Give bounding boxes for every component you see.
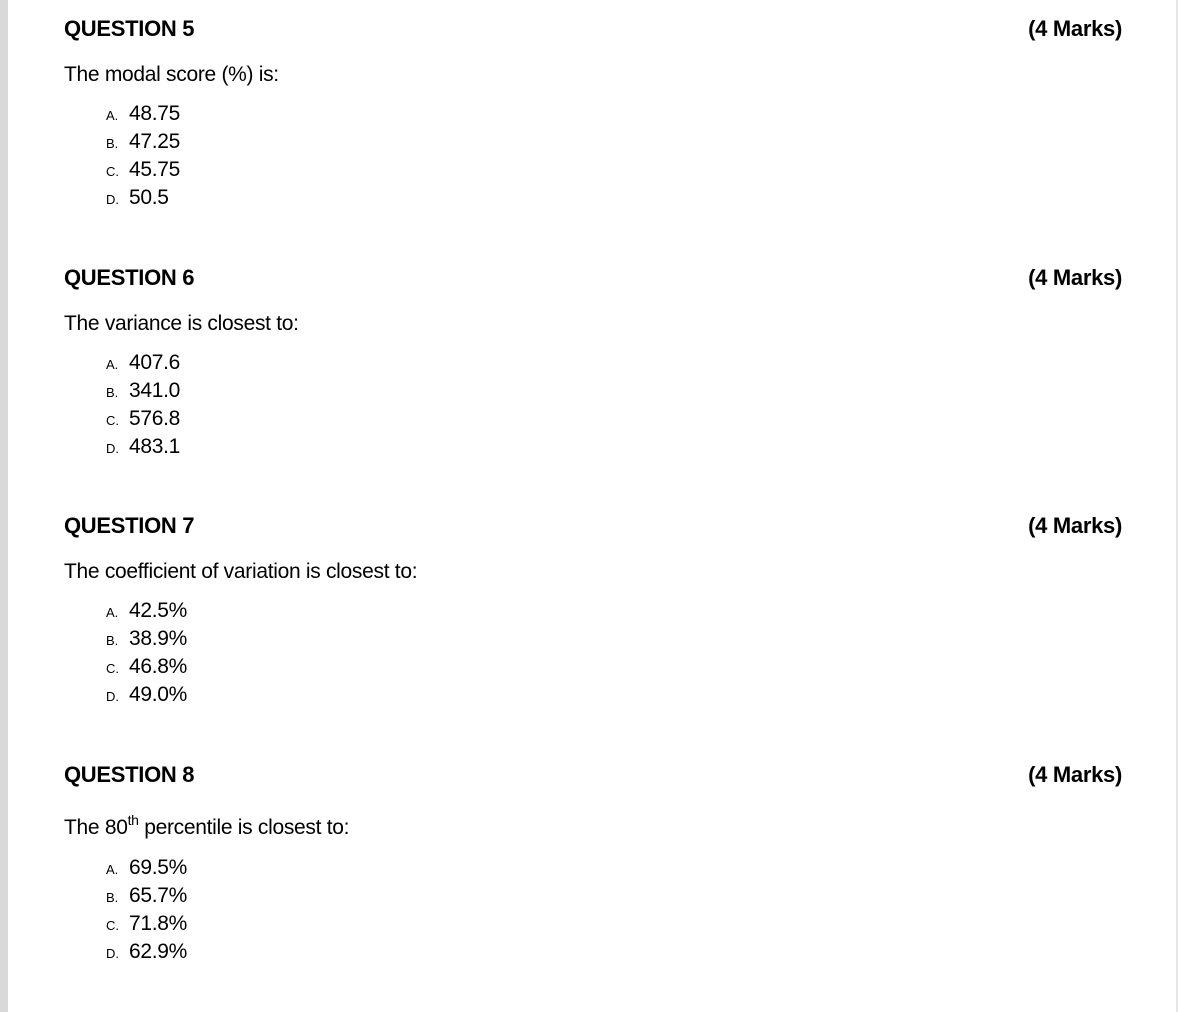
option-value: 47.25	[129, 130, 181, 153]
question-7	[64, 497, 1122, 727]
answer-option-d	[106, 433, 180, 461]
option-letter: B.	[106, 136, 119, 151]
question-marks: (4 Marks)	[1028, 16, 1122, 41]
answer-option-d	[106, 681, 187, 709]
question-marks: (4 Marks)	[1028, 265, 1122, 290]
option-letter: B.	[106, 385, 119, 400]
option-letter: C.	[106, 164, 119, 179]
question-6	[64, 249, 1122, 479]
option-letter: C.	[106, 661, 119, 676]
question-stem	[64, 61, 279, 89]
option-letter: B.	[106, 633, 119, 648]
question-title: QUESTION 7	[64, 513, 195, 538]
answer-option-b	[106, 882, 187, 910]
option-value: 49.0%	[129, 683, 188, 706]
option-value: 42.5%	[129, 599, 188, 622]
question-8	[64, 746, 1122, 976]
question-marks: (4 Marks)	[1028, 762, 1122, 787]
question-stem-text: The 80	[64, 816, 128, 839]
option-value: 69.5%	[129, 856, 188, 879]
answer-option-c	[106, 910, 187, 938]
option-letter: A.	[106, 357, 119, 372]
question-stem-text: The modal score (%) is:	[64, 63, 279, 86]
answer-option-d	[106, 184, 180, 212]
option-value: 45.75	[129, 158, 181, 181]
option-letter: A.	[106, 605, 119, 620]
option-value: 46.8%	[129, 655, 188, 678]
option-letter: B.	[106, 890, 119, 905]
answer-options	[106, 854, 187, 966]
answer-options	[106, 100, 180, 212]
question-stem-text-end: percentile is closest to:	[138, 816, 350, 839]
option-value: 38.9%	[129, 627, 188, 650]
question-stem-text: The variance is closest to:	[64, 312, 299, 335]
option-letter: D.	[106, 689, 119, 704]
question-stem	[64, 310, 299, 338]
answer-option-a	[106, 854, 187, 882]
question-stem-text: The coefficient of variation is closest to:	[64, 560, 418, 583]
option-letter: A.	[106, 108, 119, 123]
option-value: 341.0	[129, 379, 181, 402]
option-value: 50.5	[129, 186, 169, 209]
question-title: QUESTION 5	[64, 16, 195, 41]
answer-option-b	[106, 128, 180, 156]
option-letter: D.	[106, 441, 119, 456]
answer-option-a	[106, 597, 187, 625]
answer-option-d	[106, 938, 187, 966]
answer-options	[106, 597, 187, 709]
option-letter: D.	[106, 946, 119, 961]
document-page	[64, 0, 1122, 1012]
option-value: 62.9%	[129, 940, 188, 963]
answer-option-a	[106, 349, 180, 377]
option-value: 483.1	[129, 435, 181, 458]
answer-option-c	[106, 156, 180, 184]
answer-option-b	[106, 377, 180, 405]
question-title: QUESTION 6	[64, 265, 195, 290]
question-5	[64, 0, 1122, 230]
question-title: QUESTION 8	[64, 762, 195, 787]
answer-options	[106, 349, 180, 461]
question-header	[64, 264, 1122, 292]
option-value: 71.8%	[129, 912, 188, 935]
answer-option-b	[106, 625, 187, 653]
question-header	[64, 761, 1122, 789]
option-value: 407.6	[129, 351, 181, 374]
answer-option-c	[106, 405, 180, 433]
option-letter: C.	[106, 413, 119, 428]
question-marks: (4 Marks)	[1028, 513, 1122, 538]
option-value: 48.75	[129, 102, 181, 125]
question-header	[64, 512, 1122, 540]
option-letter: D.	[106, 192, 119, 207]
option-letter: A.	[106, 862, 119, 877]
answer-option-c	[106, 653, 187, 681]
option-letter: C.	[106, 918, 119, 933]
question-stem	[64, 814, 349, 842]
page-left-edge	[0, 0, 8, 1012]
ordinal-suffix: th	[127, 812, 139, 828]
answer-option-a	[106, 100, 180, 128]
question-header	[64, 15, 1122, 43]
option-value: 65.7%	[129, 884, 188, 907]
question-stem	[64, 558, 417, 586]
option-value: 576.8	[129, 407, 181, 430]
